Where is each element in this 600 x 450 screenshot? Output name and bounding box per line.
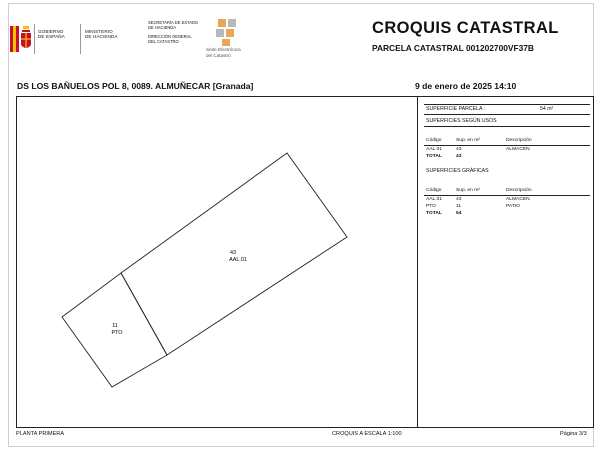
floor-plan xyxy=(17,97,417,427)
spain-crest-icon xyxy=(10,24,32,54)
panel-divider xyxy=(417,97,418,427)
label-code-almacen: AAL.01 xyxy=(229,257,247,263)
departamento-text: SECRETARÍA DE ESTADO DE HACIENDA DIRECCIÓN GENERAL DEL CATASTRO xyxy=(148,20,199,44)
gobierno-text: GOBIERNO DE ESPAÑA xyxy=(38,29,65,40)
croquis-box xyxy=(16,96,594,428)
superficie-label: SUPERFICIE PARCELA : xyxy=(426,106,485,112)
address-line: DS LOS BAÑUELOS POL 8, 0089. ALMUÑECAR [Granada] xyxy=(17,81,254,91)
col-codigo: Código xyxy=(426,137,442,143)
graficas-total-row: TOTAL 54 xyxy=(426,211,462,216)
graficas-title: SUPERFICIES GRÁFICAS xyxy=(426,168,489,174)
usos-header-row xyxy=(424,135,590,146)
col-descripcion: Descripción xyxy=(506,137,532,143)
usos-total-row: TOTAL 43 xyxy=(426,154,462,159)
footer-floor: PLANTA PRIMERA xyxy=(16,431,65,437)
label-code-patio: PTO xyxy=(111,330,123,336)
label-value-almacen: 43 xyxy=(230,250,236,256)
table-row: AAL.01 43 ALMACEN xyxy=(426,197,530,202)
sede-text: Sede Electrónica del Catastro xyxy=(206,47,241,58)
col-sup: Sup. en m² xyxy=(456,137,480,143)
table-row: AAL.01 43 ALMACEN xyxy=(426,147,530,152)
footer-page: Página 3/3 xyxy=(560,431,587,437)
superficie-value: 54 m² xyxy=(540,106,554,112)
surface-panel xyxy=(424,104,590,217)
superficie-parcela-row xyxy=(424,105,590,114)
label-value-patio: 11 xyxy=(112,323,118,329)
gobierno-logo xyxy=(10,20,145,58)
graficas-table xyxy=(424,185,590,217)
usos-table xyxy=(424,135,590,160)
table-row: PTO 11 PATIO xyxy=(426,204,520,209)
parcel-reference: PARCELA CATASTRAL 001202700VF37B xyxy=(372,43,534,53)
date-line: 9 de enero de 2025 14:10 xyxy=(415,81,517,91)
graficas-header-row: Código Sup. en m² Descripción xyxy=(424,185,590,196)
document-title: CROQUIS CATASTRAL xyxy=(372,19,559,37)
usos-title: SUPERFICIES SEGÚN USOS xyxy=(424,117,590,127)
ministerio-text: MINISTERIO DE HACIENDA xyxy=(85,29,118,40)
footer-scale: CROQUIS A ESCALA 1:100 xyxy=(332,431,402,437)
